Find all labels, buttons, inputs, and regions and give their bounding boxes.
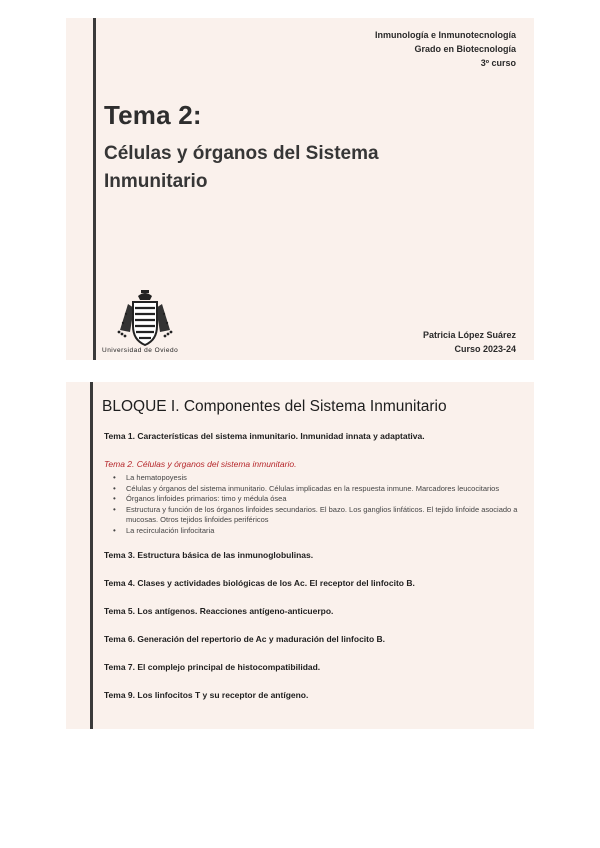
slide-left-bar [93, 18, 96, 360]
author-info [423, 328, 516, 356]
lesson-item: Tema 4. Clases y actividades biológicas de los Ac. El receptor del linfocito B. [104, 578, 415, 588]
course-year: 3º curso [480, 58, 516, 68]
subtitle-line: Inmunitario [104, 171, 208, 192]
title-slide [66, 18, 534, 360]
course-term: Curso 2023-24 [454, 344, 516, 354]
lesson-item: Tema 9. Los linfocitos T y su receptor de antígeno. [104, 690, 309, 700]
lesson-item: Tema 5. Los antígenos. Reacciones antígeno-anticuerpo. [104, 606, 334, 616]
university-name: Universidad de Oviedo [102, 347, 179, 354]
topic-item: • Células y órganos del sistema inmunitario. Células implicadas en la respuesta inmune. Marcadores leucocitarios [126, 484, 524, 495]
syllabus-slide [66, 382, 534, 729]
slide-subtitle [104, 140, 444, 196]
lesson-item: Tema 3. Estructura básica de las inmunoglobulinas. [104, 550, 314, 560]
topic-item: • La hematopoyesis [126, 473, 524, 484]
university-crest-icon [114, 290, 176, 346]
slide-left-bar [90, 382, 93, 729]
lesson-item-current: Tema 2. Células y órganos del sistema inmunitario. [104, 459, 297, 469]
lesson-item: Tema 1. Características del sistema inmunitario. Inmunidad innata y adaptativa. [104, 431, 425, 441]
topic-item: • Órganos linfoides primarios: timo y médula ósea [126, 494, 524, 505]
subtitle-line: Células y órganos del Sistema [104, 143, 379, 164]
block-heading: BLOQUE I. Componentes del Sistema Inmunitario [102, 398, 447, 415]
course-degree: Grado en Biotecnología [414, 44, 516, 54]
lesson-item: Tema 7. El complejo principal de histocompatibilidad. [104, 662, 321, 672]
lesson-list [104, 431, 524, 718]
author-name: Patricia López Suárez [422, 330, 516, 340]
lesson-topics [104, 473, 524, 536]
topic-item: • Estructura y función de los órganos linfoides secundarios. El bazo. Los ganglios linfáticos. El tejido linfoide asociado a mucosas. Otros tejidos linfoides periféricos [126, 505, 524, 526]
course-subject: Inmunología e Inmunotecnología [375, 30, 516, 40]
lesson-item: Tema 6. Generación del repertorio de Ac y maduración del linfocito B. [104, 634, 386, 644]
slide-title: Tema 2: [104, 100, 202, 130]
course-info [375, 28, 516, 70]
topic-item: • La recirculación linfocitaria [126, 526, 524, 537]
university-logo [102, 290, 190, 362]
